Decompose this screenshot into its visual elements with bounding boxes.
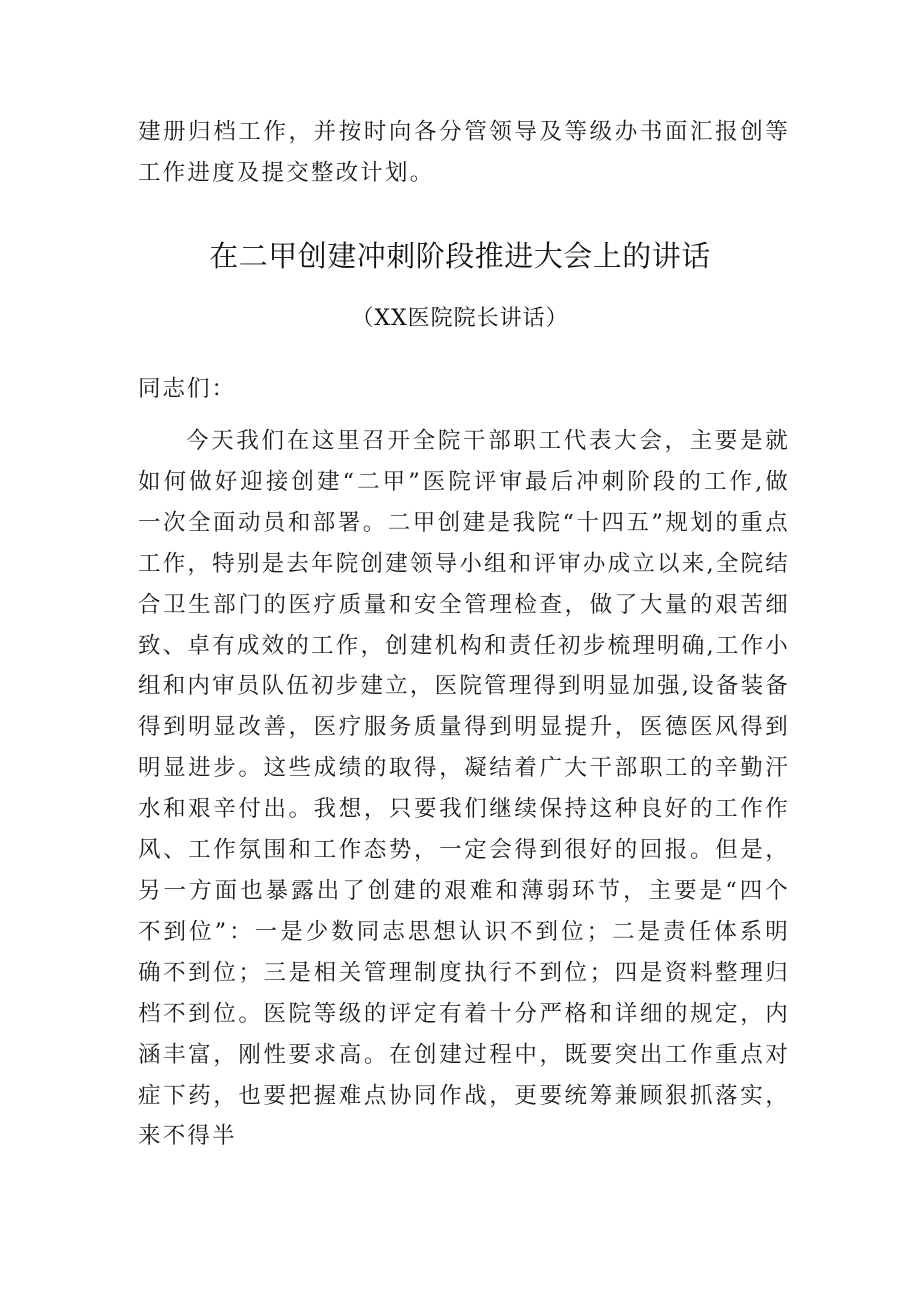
- body-paragraph: 今天我们在这里召开全院干部职工代表大会，主要是就如何做好迎接创建“二甲”医院评审最后冲刺阶段的工作,做一次全面动员和部署。二甲创建是我院“十四五”规划的重点工作，特别是去年院创建领导小组和评审办成立以来,全院结合卫生部门的医疗质量和安全管理检查，做了大量的艰苦细致、卓有成效的工作，创建机构和责任初步梳理明确,工作小组和内审员队伍初步建立，医院管理得到明显加强,设备装备得到明显改善，医疗服务质量得到明显提升，医德医风得到明显进步。这些成绩的取得，凝结着广大干部职工的辛勤汗水和艰辛付出。我想，只要我们继续保持这种良好的工作作风、工作氛围和工作态势，一定会得到很好的回报。但是，另一方面也暴露出了创建的艰难和薄弱环节，主要是“四个不到位”：一是少数同志思想认识不到位；二是责任体系明确不到位；三是相关管理制度执行不到位；四是资料整理归档不到位。医院等级的评定有着十分严格和详细的规定，内涵丰富，刚性要求高。在创建过程中，既要突出工作重点对症下药，也要把握难点协同作战，更要统筹兼顾狠抓落实，来不得半: [138, 428, 790, 1150]
- lead-paragraph: 建册归档工作，并按时向各分管领导及等级办书面汇报创等工作进度及提交整改计划。: [138, 119, 790, 186]
- document-subtitle: （XX医院院长讲话）: [351, 306, 569, 331]
- salutation: 同志们：: [138, 376, 237, 402]
- document-title: 在二甲创建冲刺阶段推进大会上的讲话: [209, 239, 711, 273]
